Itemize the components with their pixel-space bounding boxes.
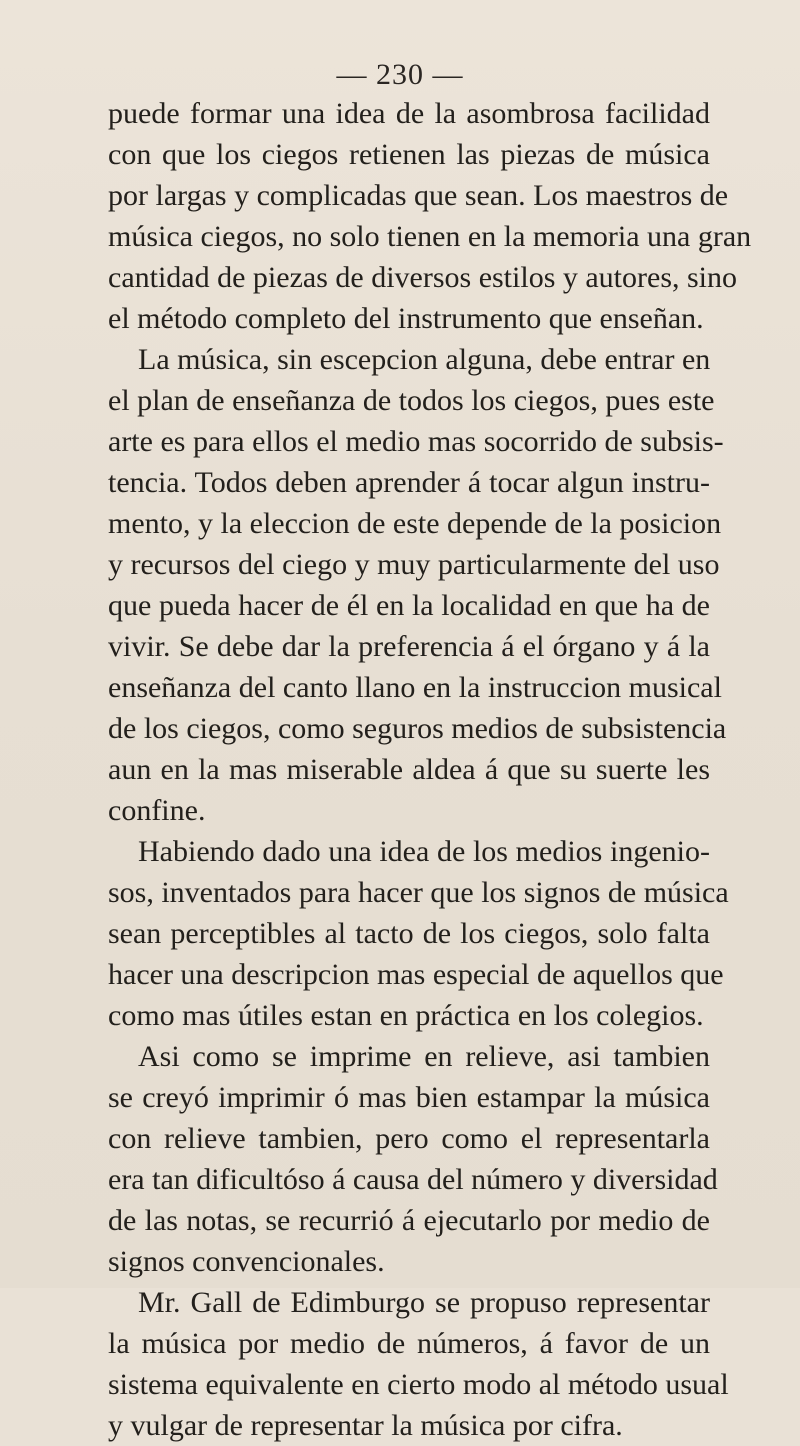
- text-line: sos, inventados para hacer que los signos de música: [108, 876, 729, 909]
- text-line: con relieve tambien, pero como el representarla: [108, 1122, 710, 1155]
- text-line: hacer una descripcion mas especial de aquellos que: [108, 958, 724, 991]
- text-line: Mr. Gall de Edimburgo se propuso representar: [138, 1286, 710, 1319]
- text-line: de los ciegos, como seguros medios de subsistencia: [108, 712, 727, 745]
- text-line: el plan de enseñanza de todos los ciegos, pues este: [108, 384, 715, 417]
- text-line: vivir. Se debe dar la preferencia á el órgano y á la: [108, 630, 710, 663]
- text-line: sean perceptibles al tacto de los ciegos, solo falta: [108, 917, 710, 950]
- page-number: — 230 —: [336, 58, 464, 91]
- text-line: por largas y complicadas que sean. Los maestros de: [108, 179, 729, 212]
- text-line: se creyó imprimir ó mas bien estampar la música: [108, 1081, 710, 1114]
- text-line: con que los ciegos retienen las piezas de música: [108, 138, 710, 171]
- text-line: puede formar una idea de la asombrosa facilidad: [108, 97, 710, 130]
- text-line: la música por medio de números, á favor de un: [108, 1327, 710, 1360]
- text-line: aun en la mas miserable aldea á que su suerte les: [108, 753, 710, 786]
- text-line: confine.: [108, 794, 206, 827]
- text-line: mento, y la eleccion de este depende de la posicion: [108, 507, 722, 540]
- text-line: enseñanza del canto llano en la instruccion musical: [108, 671, 722, 704]
- text-line: y vulgar de representar la música por cifra.: [108, 1409, 623, 1442]
- text-line: música ciegos, no solo tienen en la memoria una gran: [108, 220, 752, 253]
- text-line: que pueda hacer de él en la localidad en que ha de: [108, 589, 710, 622]
- text-line: era tan dificultóso á causa del número y diversidad: [108, 1163, 718, 1196]
- text-line: Asi como se imprime en relieve, asi tambien: [138, 1040, 710, 1073]
- text-line: como mas útiles estan en práctica en los colegios.: [108, 999, 704, 1032]
- body-text: [108, 93, 752, 1446]
- text-line: de las notas, se recurrió á ejecutarlo por medio de: [108, 1204, 710, 1237]
- text-line: La música, sin escepcion alguna, debe entrar en: [138, 343, 711, 376]
- text-line: sistema equivalente en cierto modo al método usual: [108, 1368, 729, 1401]
- text-line: tencia. Todos deben aprender á tocar algun instru-: [108, 466, 710, 499]
- text-line: el método completo del instrumento que enseñan.: [108, 302, 704, 335]
- text-line: Habiendo dado una idea de los medios ingenio-: [138, 835, 710, 868]
- text-line: y recursos del ciego y muy particularmente del uso: [108, 548, 720, 581]
- text-line: signos convencionales.: [108, 1245, 385, 1278]
- text-line: arte es para ellos el medio mas socorrido de subsis-: [108, 425, 724, 458]
- text-line: cantidad de piezas de diversos estilos y autores, sino: [108, 261, 738, 294]
